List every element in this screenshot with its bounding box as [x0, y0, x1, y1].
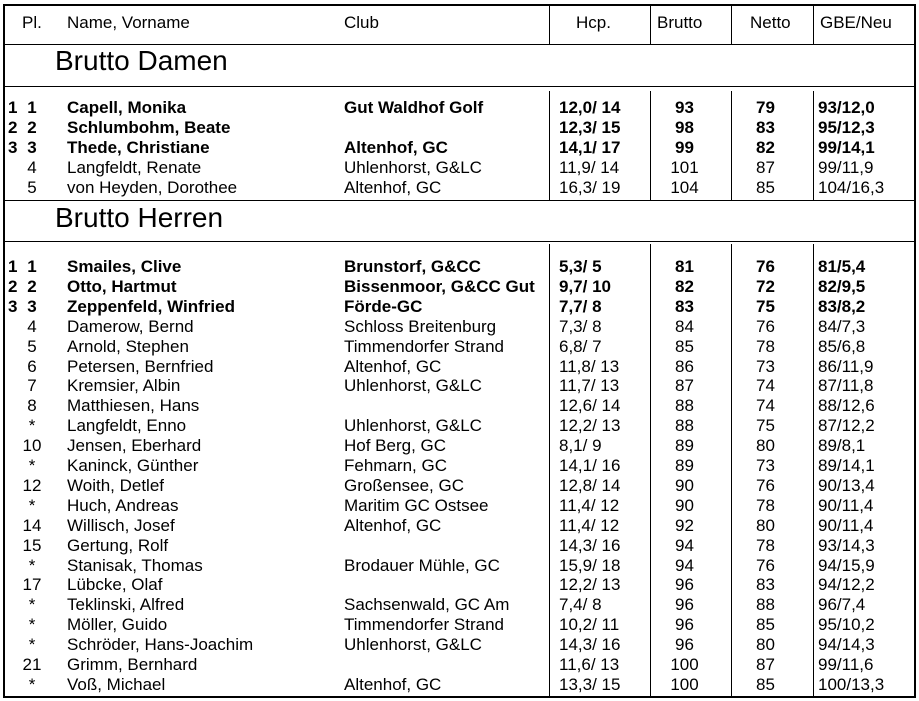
gbe-cell: 90/13,4	[818, 475, 875, 495]
netto-cell: 76	[756, 257, 775, 276]
divider-brutto	[650, 6, 651, 44]
handicap-cell: 6,8/ 7	[559, 336, 602, 356]
handicap-cell: 7,3/ 8	[559, 316, 602, 336]
place-cell: 4	[27, 157, 37, 177]
brutto-cell: 85	[675, 336, 694, 356]
netto-cell: 83	[756, 117, 775, 137]
player-name-cell: von Heyden, Dorothee	[67, 177, 238, 197]
gbe-cell: 100/13,3	[818, 674, 885, 694]
player-name-cell: Woith, Detlef	[67, 475, 165, 495]
gbe-cell: 95/10,2	[818, 615, 875, 635]
club-cell: Uhlenhorst, G&LC	[344, 416, 482, 436]
gbe-cell: 85/6,8	[818, 336, 866, 356]
table-row	[5, 138, 914, 158]
player-name-cell: Grimm, Bernhard	[67, 655, 198, 674]
netto-cell: 83	[756, 575, 775, 595]
club-cell: Gut Waldhof Golf	[344, 98, 484, 117]
place-cell: 5	[27, 177, 37, 197]
table-row	[5, 436, 914, 456]
table-row	[5, 277, 914, 297]
rank-badge: 2	[8, 276, 18, 296]
section-rule	[5, 86, 914, 87]
handicap-cell: 10,2/ 11	[559, 615, 620, 635]
handicap-cell: 13,3/ 15	[559, 674, 621, 694]
gbe-cell: 95/12,3	[818, 117, 875, 137]
player-name-cell: Kaninck, Günther	[67, 456, 199, 475]
player-name-cell: Matthiesen, Hans	[67, 396, 200, 416]
section-rule	[5, 241, 914, 242]
netto-cell: 85	[756, 615, 775, 635]
place-cell: *	[28, 635, 36, 655]
place-cell: 21	[22, 655, 42, 674]
table-row	[5, 178, 914, 198]
handicap-cell: 7,7/ 8	[559, 296, 602, 316]
netto-cell: 79	[756, 98, 775, 117]
player-name-cell: Voß, Michael	[67, 674, 166, 694]
table-row	[5, 675, 914, 695]
table-row	[5, 396, 914, 416]
table-row	[5, 416, 914, 436]
place-cell: 1	[27, 98, 37, 117]
netto-cell: 78	[756, 495, 775, 515]
handicap-cell: 15,9/ 18	[559, 555, 621, 575]
player-name-cell: Damerow, Bernd	[67, 316, 194, 336]
netto-cell: 73	[756, 356, 775, 376]
gbe-cell: 94/15,9	[818, 555, 875, 575]
section-title-herren: Brutto Herren	[55, 202, 224, 233]
rank-badge: 1	[8, 257, 18, 276]
club-cell: Maritim GC Ostsee	[344, 495, 489, 515]
player-name-cell: Gertung, Rolf	[67, 535, 169, 555]
divider-hcp	[549, 6, 550, 44]
handicap-cell: 14,3/ 16	[559, 635, 621, 655]
place-cell: *	[28, 416, 36, 436]
header-hcp: Hcp.	[576, 13, 611, 32]
header-netto: Netto	[750, 13, 791, 32]
place-cell: 2	[27, 117, 37, 137]
place-cell: *	[28, 456, 36, 475]
place-cell: 1	[27, 257, 37, 276]
handicap-cell: 12,8/ 14	[559, 475, 621, 495]
netto-cell: 85	[756, 177, 775, 197]
gbe-cell: 83/8,2	[818, 296, 866, 316]
netto-cell: 75	[756, 296, 775, 316]
club-cell: Altenhof, GC	[344, 515, 442, 535]
brutto-cell: 104	[670, 177, 699, 197]
club-cell: Altenhof, GC	[344, 177, 442, 197]
player-name-cell: Petersen, Bernfried	[67, 356, 214, 376]
handicap-cell: 11,6/ 13	[559, 655, 620, 674]
club-cell: Altenhof, GC	[344, 356, 442, 376]
table-row	[5, 556, 914, 576]
place-cell: 4	[27, 316, 37, 336]
handicap-cell: 11,4/ 12	[559, 495, 620, 515]
handicap-cell: 12,2/ 13	[559, 575, 621, 595]
place-cell: 8	[27, 396, 37, 416]
player-name-cell: Möller, Guido	[67, 615, 168, 635]
player-name-cell: Stanisak, Thomas	[67, 555, 203, 575]
player-name-cell: Jensen, Eberhard	[67, 436, 202, 456]
place-cell: 2	[27, 276, 37, 296]
club-cell: Uhlenhorst, G&LC	[344, 376, 482, 396]
handicap-cell: 14,1/ 17	[559, 137, 621, 157]
brutto-cell: 90	[675, 495, 694, 515]
club-cell: Fehmarn, GC	[344, 456, 447, 475]
player-name-cell: Teklinski, Alfred	[67, 595, 185, 615]
handicap-cell: 12,0/ 14	[559, 98, 621, 117]
player-name-cell: Huch, Andreas	[67, 495, 179, 515]
gbe-cell: 94/12,2	[818, 575, 875, 595]
club-cell: Großensee, GC	[344, 475, 464, 495]
brutto-cell: 82	[675, 276, 694, 296]
place-cell: 15	[22, 535, 42, 555]
brutto-cell: 94	[675, 535, 694, 555]
place-cell: *	[28, 674, 36, 694]
brutto-cell: 89	[675, 436, 694, 456]
gbe-cell: 99/11,6	[818, 655, 874, 674]
table-row	[5, 536, 914, 556]
player-name-cell: Kremsier, Albin	[67, 376, 181, 396]
player-name-cell: Otto, Hartmut	[67, 276, 177, 296]
divider-netto	[731, 6, 732, 44]
handicap-cell: 9,7/ 10	[559, 276, 611, 296]
player-name-cell: Willisch, Josef	[67, 515, 175, 535]
club-cell: Förde-GC	[344, 296, 423, 316]
gbe-cell: 89/14,1	[818, 456, 875, 475]
player-name-cell: Thede, Christiane	[67, 137, 210, 157]
gbe-cell: 88/12,6	[818, 396, 875, 416]
brutto-cell: 86	[675, 356, 694, 376]
table-row	[5, 118, 914, 138]
handicap-cell: 8,1/ 9	[559, 436, 602, 456]
gbe-cell: 104/16,3	[818, 177, 885, 197]
gbe-cell: 99/14,1	[818, 137, 875, 157]
handicap-cell: 12,3/ 15	[559, 117, 621, 137]
place-cell: *	[28, 615, 36, 635]
netto-cell: 78	[756, 535, 775, 555]
brutto-cell: 84	[675, 316, 694, 336]
netto-cell: 73	[756, 456, 775, 475]
gbe-cell: 90/11,4	[818, 495, 874, 515]
table-row	[5, 158, 914, 178]
table-row	[5, 357, 914, 377]
handicap-cell: 12,2/ 13	[559, 416, 621, 436]
brutto-cell: 96	[675, 615, 694, 635]
divider-gbe	[813, 6, 814, 44]
table-row	[5, 635, 914, 655]
club-cell: Uhlenhorst, G&LC	[344, 157, 482, 177]
place-cell: 6	[27, 356, 37, 376]
place-cell: *	[28, 555, 36, 575]
handicap-cell: 11,9/ 14	[559, 157, 620, 177]
club-cell: Altenhof, GC	[344, 137, 448, 157]
player-name-cell: Langfeldt, Renate	[67, 157, 202, 177]
brutto-cell: 81	[675, 257, 694, 276]
netto-cell: 76	[756, 316, 775, 336]
table-row	[5, 595, 914, 615]
table-row	[5, 496, 914, 516]
brutto-cell: 96	[675, 635, 694, 655]
club-cell: Altenhof, GC	[344, 674, 442, 694]
place-cell: 5	[27, 336, 37, 356]
gbe-cell: 81/5,4	[818, 257, 866, 276]
rank-badge: 3	[8, 137, 18, 157]
brutto-cell: 83	[675, 296, 694, 316]
table-row	[5, 476, 914, 496]
brutto-cell: 92	[675, 515, 694, 535]
netto-cell: 74	[756, 396, 775, 416]
table-row	[5, 516, 914, 536]
gbe-cell: 93/12,0	[818, 98, 875, 117]
header-name: Name, Vorname	[67, 13, 190, 32]
gbe-cell: 86/11,9	[818, 356, 874, 376]
header-club: Club	[344, 13, 379, 32]
netto-cell: 78	[756, 336, 775, 356]
handicap-cell: 7,4/ 8	[559, 595, 602, 615]
table-row	[5, 297, 914, 317]
club-cell: Uhlenhorst, G&LC	[344, 635, 482, 655]
brutto-cell: 90	[675, 475, 694, 495]
player-name-cell: Langfeldt, Enno	[67, 416, 187, 436]
brutto-cell: 101	[670, 157, 699, 177]
netto-cell: 75	[756, 416, 775, 436]
brutto-cell: 88	[675, 416, 694, 436]
handicap-cell: 12,6/ 14	[559, 396, 621, 416]
place-cell: 12	[22, 475, 42, 495]
handicap-cell: 14,1/ 16	[559, 456, 621, 475]
section-rule	[5, 200, 914, 201]
handicap-cell: 5,3/ 5	[559, 257, 602, 276]
header-pl: Pl.	[22, 13, 42, 32]
table-row	[5, 655, 914, 675]
rank-badge: 2	[8, 117, 18, 137]
gbe-cell: 93/14,3	[818, 535, 875, 555]
handicap-cell: 11,7/ 13	[559, 376, 620, 396]
brutto-cell: 100	[670, 655, 699, 674]
netto-cell: 85	[756, 674, 775, 694]
gbe-cell: 90/11,4	[818, 515, 874, 535]
netto-cell: 76	[756, 555, 775, 575]
brutto-cell: 88	[675, 396, 694, 416]
player-name-cell: Arnold, Stephen	[67, 336, 189, 356]
handicap-cell: 16,3/ 19	[559, 177, 621, 197]
netto-cell: 80	[756, 436, 775, 456]
handicap-cell: 11,4/ 12	[559, 515, 620, 535]
netto-cell: 80	[756, 515, 775, 535]
rank-badge: 1	[8, 98, 18, 117]
netto-cell: 88	[756, 595, 775, 615]
club-cell: Brodauer Mühle, GC	[344, 555, 500, 575]
netto-cell: 72	[756, 276, 775, 296]
header-gbe: GBE/Neu	[820, 13, 892, 32]
handicap-cell: 14,3/ 16	[559, 535, 621, 555]
player-name-cell: Schröder, Hans-Joachim	[67, 635, 254, 655]
results-table	[3, 4, 916, 698]
gbe-cell: 96/7,4	[818, 595, 866, 615]
table-row	[5, 317, 914, 337]
club-cell: Brunstorf, G&CC	[344, 257, 481, 276]
netto-cell: 76	[756, 475, 775, 495]
section-title-damen: Brutto Damen	[55, 45, 228, 76]
place-cell: 7	[27, 376, 37, 396]
brutto-cell: 94	[675, 555, 694, 575]
brutto-cell: 99	[675, 137, 694, 157]
place-cell: 3	[27, 296, 37, 316]
rank-badge: 3	[8, 296, 18, 316]
gbe-cell: 99/11,9	[818, 157, 874, 177]
handicap-cell: 11,8/ 13	[559, 356, 620, 376]
table-row	[5, 337, 914, 357]
brutto-cell: 96	[675, 595, 694, 615]
player-name-cell: Zeppenfeld, Winfried	[67, 296, 235, 316]
place-cell: 14	[22, 515, 42, 535]
place-cell: 10	[22, 436, 42, 456]
place-cell: 3	[27, 137, 37, 157]
table-row	[5, 456, 914, 476]
club-cell: Schloss Breitenburg	[344, 316, 497, 336]
gbe-cell: 89/8,1	[818, 436, 866, 456]
brutto-cell: 87	[675, 376, 694, 396]
brutto-cell: 96	[675, 575, 694, 595]
place-cell: *	[28, 495, 36, 515]
gbe-cell: 87/12,2	[818, 416, 875, 436]
brutto-cell: 89	[675, 456, 694, 475]
table-row	[5, 615, 914, 635]
netto-cell: 87	[756, 655, 775, 674]
club-cell: Sachsenwald, GC Am	[344, 595, 510, 615]
club-cell: Hof Berg, GC	[344, 436, 447, 456]
player-name-cell: Capell, Monika	[67, 98, 187, 117]
brutto-cell: 98	[675, 117, 694, 137]
brutto-cell: 93	[675, 98, 694, 117]
place-cell: *	[28, 595, 36, 615]
place-cell: 17	[22, 575, 42, 595]
club-cell: Timmendorfer Strand	[344, 615, 504, 635]
club-cell: Bissenmoor, G&CC Gut	[344, 276, 535, 296]
club-cell: Timmendorfer Strand	[344, 336, 504, 356]
brutto-cell: 100	[670, 674, 699, 694]
gbe-cell: 94/14,3	[818, 635, 875, 655]
header-brutto: Brutto	[657, 13, 703, 32]
gbe-cell: 84/7,3	[818, 316, 866, 336]
table-row	[5, 98, 914, 118]
gbe-cell: 82/9,5	[818, 276, 866, 296]
table-row	[5, 575, 914, 595]
table-row	[5, 376, 914, 396]
netto-cell: 82	[756, 137, 775, 157]
netto-cell: 74	[756, 376, 775, 396]
netto-cell: 87	[756, 157, 775, 177]
player-name-cell: Smailes, Clive	[67, 257, 182, 276]
player-name-cell: Lübcke, Olaf	[67, 575, 163, 595]
table-row	[5, 257, 914, 277]
gbe-cell: 87/11,8	[818, 376, 874, 396]
netto-cell: 80	[756, 635, 775, 655]
player-name-cell: Schlumbohm, Beate	[67, 117, 231, 137]
